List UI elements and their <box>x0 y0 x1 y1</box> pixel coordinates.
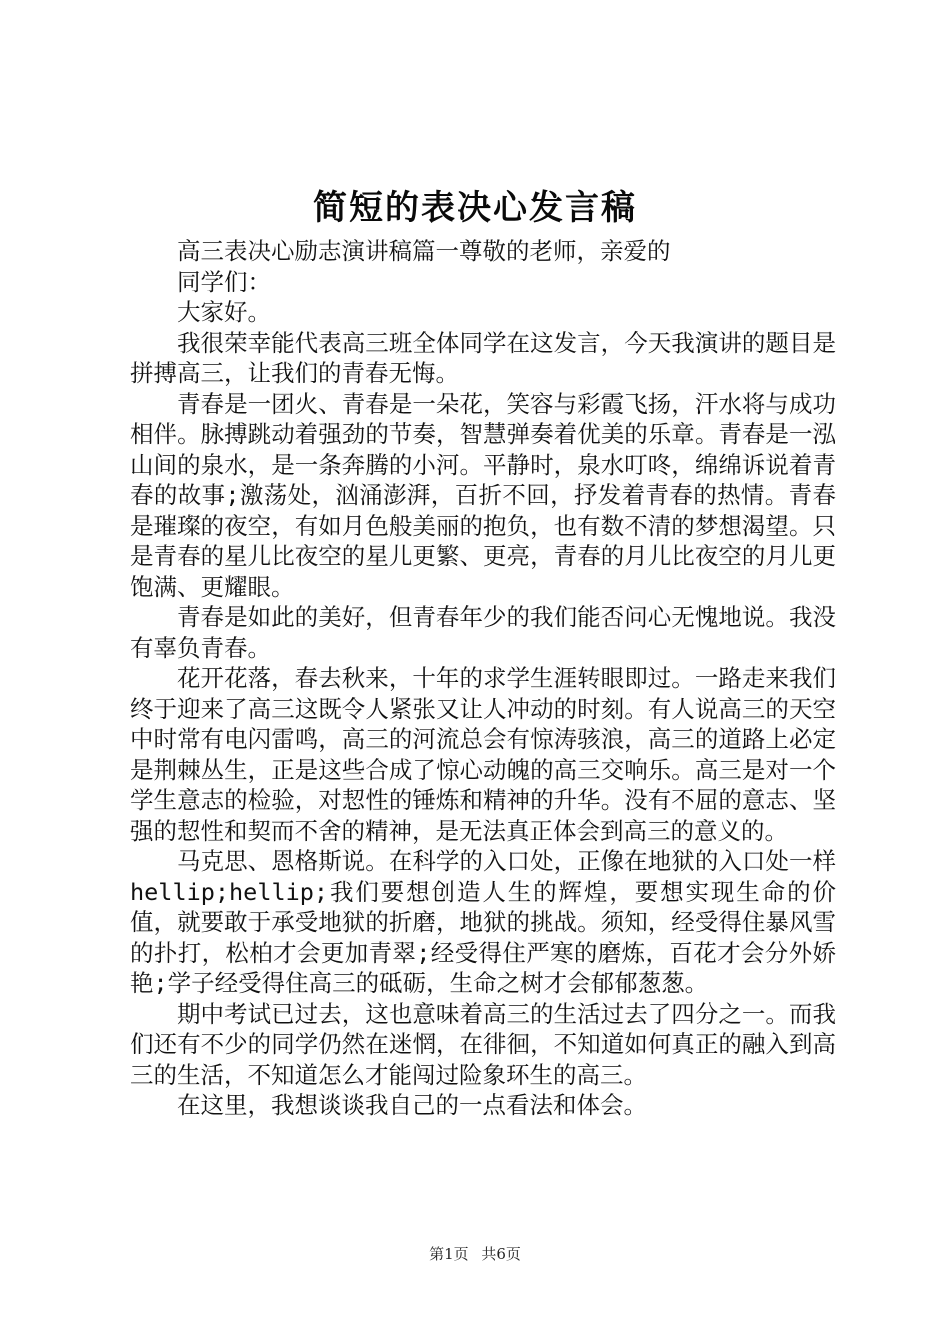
paragraph-6: 青春是如此的美好，但青春年少的我们能否问心无愧地说。我没有辜负青春。 <box>130 603 836 662</box>
page-total: 共6页 <box>481 1245 521 1263</box>
paragraph-9: 期中考试已过去，这也意味着高三的生活过去了四分之一。而我们还有不少的同学仍然在迷惘，在徘徊，不知道如何真正的融入到高三的生活，不知道怎么才能闯过险象环生的高三。 <box>130 999 836 1089</box>
document-body <box>130 236 836 1121</box>
paragraph-8: 马克思、恩格斯说。在科学的入口处，正像在地狱的入口处一样hellip;hellip;我们要想创造人生的辉煌，要想实现生命的价值，就要敢于承受地狱的折磨，地狱的挑战。须知，经受得住暴风雪的扑打，松柏才会更加青翠;经受得住严寒的磨炼，百花才会分外娇艳;学子经受得住高三的砥砺，生命之树才会郁郁葱葱。 <box>130 847 836 997</box>
paragraph-4: 我很荣幸能代表高三班全体同学在这发言，今天我演讲的题目是拼搏高三，让我们的青春无悔。 <box>130 328 836 387</box>
paragraph-5: 青春是一团火、青春是一朵花，笑容与彩霞飞扬，汗水将与成功相伴。脉搏跳动着强劲的节奏，智慧弹奏着优美的乐章。青春是一泓山间的泉水，是一条奔腾的小河。平静时，泉水叮咚，绵绵诉说着青春的故事;激荡处，汹涌澎湃，百折不回，抒发着青春的热情。青春是璀璨的夜空，有如月色般美丽的抱负，也有数不清的梦想渴望。只是青春的星儿比夜空的星儿更繁、更亮，青春的月儿比夜空的月儿更饱满、更耀眼。 <box>130 389 836 601</box>
paragraph-2: 同学们： <box>177 267 271 296</box>
page-footer <box>0 1244 950 1264</box>
paragraph-7: 花开花落，春去秋来，十年的求学生涯转眼即过。一路走来我们终于迎来了高三这既令人紧张又让人冲动的时刻。有人说高三的天空中时常有电闪雷鸣，高三的河流总会有惊涛骇浪，高三的道路上必定是荆棘丛生，正是这些合成了惊心动魄的高三交响乐。高三是对一个学生意志的检验，对恝性的锤炼和精神的升华。没有不屈的意志、坚强的恝性和契而不舍的精神，是无法真正体会到高三的意义的。 <box>130 664 836 845</box>
page-number: 第1页 <box>429 1245 469 1263</box>
paragraph-1: 高三表决心励志演讲稿篇一尊敬的老师，亲爱的 <box>177 237 671 265</box>
paragraph-3: 大家好。 <box>177 298 271 326</box>
document-title: 简短的表决心发言稿 <box>313 188 637 228</box>
paragraph-10: 在这里，我想谈谈我自己的一点看法和体会。 <box>177 1091 647 1119</box>
